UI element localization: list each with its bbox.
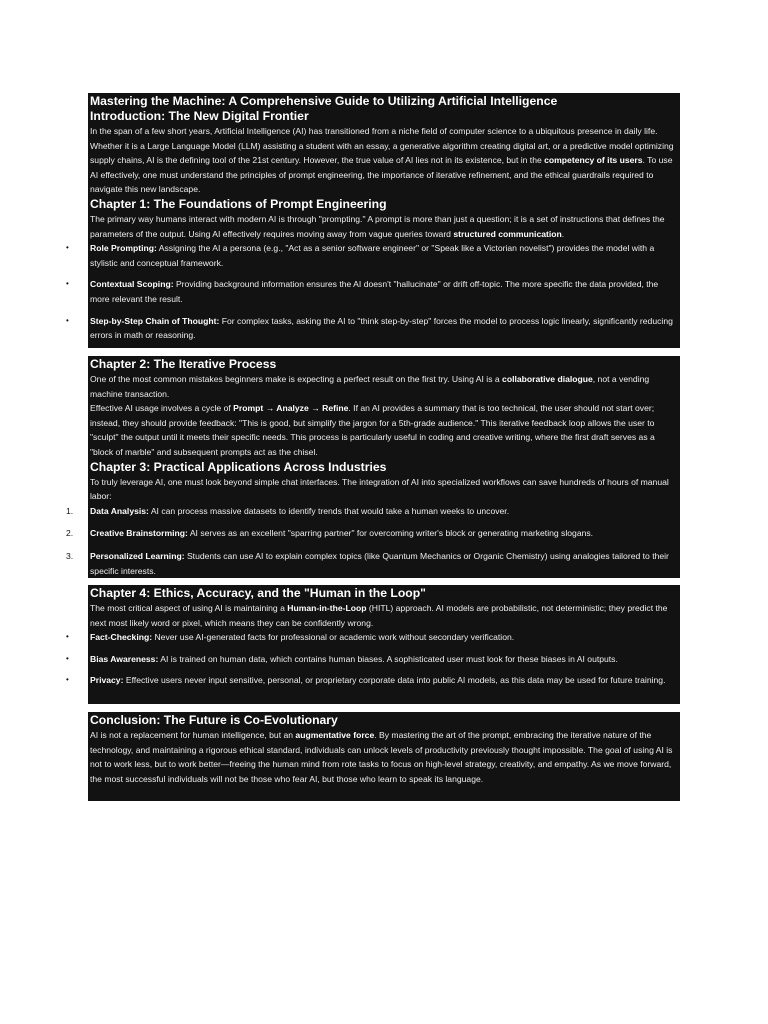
bullet-icon: • xyxy=(66,315,69,325)
bullet-icon: • xyxy=(66,653,69,663)
section-block-conclusion xyxy=(88,712,680,801)
chapter4-bullet-list xyxy=(66,630,678,688)
document-title: Mastering the Machine: A Comprehensive Guide to Utilizing Artificial Intelligence xyxy=(90,94,558,108)
list-item: 3. Personalized Learning: Students can use AI to explain complex topics (like Quantum Mechanics or Organic Chemistry) using analogies tailored to their specific interests. xyxy=(66,550,669,576)
list-number: 3. xyxy=(66,550,74,561)
conclusion-heading: Conclusion: The Future is Co-Evolutionary xyxy=(90,713,338,727)
intro-paragraph: In the span of a few short years, Artificial Intelligence (AI) has transitioned from a niche field of computer science to a ubiquitous presence in daily life. Whether it is a Large Language Model (LLM) assisting a student with an essay, a generative algorithm creating digital art, or a predictive model optimizing supply chains, AI is the defining tool of the 21st century. However, the true value of AI lies not in its existence, but in the competency of its users. To use AI effectively, one must understand the principles of prompt engineering, the importance of iterative refinement, and the ethical guardrails required to navigate this new landscape. xyxy=(90,126,674,195)
chapter4-paragraph: The most critical aspect of using AI is maintaining a Human-in-the-Loop (HITL) approach. AI models are probabilistic, not deterministic; they predict the next most likely word or pixel, which means they can be confidently wrong. xyxy=(90,603,668,628)
list-item: 2. Creative Brainstorming: AI serves as an excellent "sparring partner" for overcoming writer's block or generating marketing slogans. xyxy=(90,526,678,541)
list-number: 2. xyxy=(66,528,74,539)
list-item: • Bias Awareness: AI is trained on human data, which contains human biases. A sophisticated user must look for these biases in AI outputs. xyxy=(90,652,678,667)
list-item: • Role Prompting: Assigning the AI a persona (e.g., "Act as a senior software engineer" or "Speak like a Victorian novelist") provides the model with a stylistic and conceptual framework. xyxy=(66,243,655,268)
section-block-ch2-ch3 xyxy=(66,356,680,578)
list-item: • Step-by-Step Chain of Thought: For complex tasks, asking the AI to "think step-by-step" forces the model to process logic linearly, significantly reducing errors in math or reasoning. xyxy=(66,315,673,341)
chapter2-paragraph-2: Effective AI usage involves a cycle of Prompt → Analyze → Refine. If an AI provides a summary that is too technical, the user should not start over; instead, they should provide feedback: "This is good, but simplify the jargon for a 5th-grade audience." This iterative feedback loop allows the user to "sculpt" the output until it meets their specific needs. This process is particularly useful in coding and creative writing, where the first draft serves as a "block of marble" and subsequent prompts act as the chisel. xyxy=(90,403,655,457)
chapter4-heading: Chapter 4: Ethics, Accuracy, and the "Human in the Loop" xyxy=(90,586,426,600)
bullet-icon: • xyxy=(66,243,69,253)
chapter1-paragraph: The primary way humans interact with modern AI is through "prompting." A prompt is more than just a question; it is a set of instructions that defines the parameters of the output. Using AI effectively requires moving away from vague queries toward structured communication. xyxy=(90,213,665,239)
section-block-ch4 xyxy=(66,585,680,704)
chapter1-heading: Chapter 1: The Foundations of Prompt Engineering xyxy=(90,196,387,211)
chapter3-heading: Chapter 3: Practical Applications Across Industries xyxy=(90,459,387,474)
intro-heading: Introduction: The New Digital Frontier xyxy=(90,109,309,123)
bullet-icon: • xyxy=(66,279,69,289)
list-item: • Contextual Scoping: Providing background information ensures the AI doesn't "hallucinate" or drift off-topic. The more specific the data provided, the more relevant the result. xyxy=(66,279,659,304)
list-item: • Privacy: Effective users never input sensitive, personal, or proprietary corporate data into public AI models, as this data may be used for future training. xyxy=(90,673,678,688)
chapter2-paragraph-1: One of the most common mistakes beginners make is expecting a perfect result on the first try. Using AI is a collaborative dialogue, not a vending machine transaction. xyxy=(90,374,650,399)
section-block-intro-ch1 xyxy=(66,93,680,348)
bullet-icon: • xyxy=(66,675,69,685)
bullet-icon: • xyxy=(66,632,69,642)
chapter1-bullet-list xyxy=(66,241,678,343)
list-item: • Fact-Checking: Never use AI-generated facts for professional or academic work without secondary verification. xyxy=(90,630,678,645)
chapter3-numbered-list xyxy=(66,504,678,578)
list-number: 1. xyxy=(66,505,74,516)
conclusion-paragraph: AI is not a replacement for human intelligence, but an augmentative force. By mastering the art of the prompt, embracing the iterative nature of the technology, and maintaining a rigorous ethical standard, individuals can unlock levels of productivity previously thought impossible. The goal of using AI is not to work less, but to work better—freeing the human mind from rote tasks to focus on high-level strategy, creativity, and empathy. As we move forward, the most successful individuals will not be those who fear AI, but those who learn to speak its language. xyxy=(90,730,673,784)
chapter2-heading: Chapter 2: The Iterative Process xyxy=(90,357,277,371)
chapter3-paragraph: To truly leverage AI, one must look beyond simple chat interfaces. The integration of AI into specialized workflows can save hundreds of hours of manual labor: xyxy=(90,476,669,502)
list-item: 1. Data Analysis: AI can process massive datasets to identify trends that would take a human weeks to uncover. xyxy=(90,504,678,519)
